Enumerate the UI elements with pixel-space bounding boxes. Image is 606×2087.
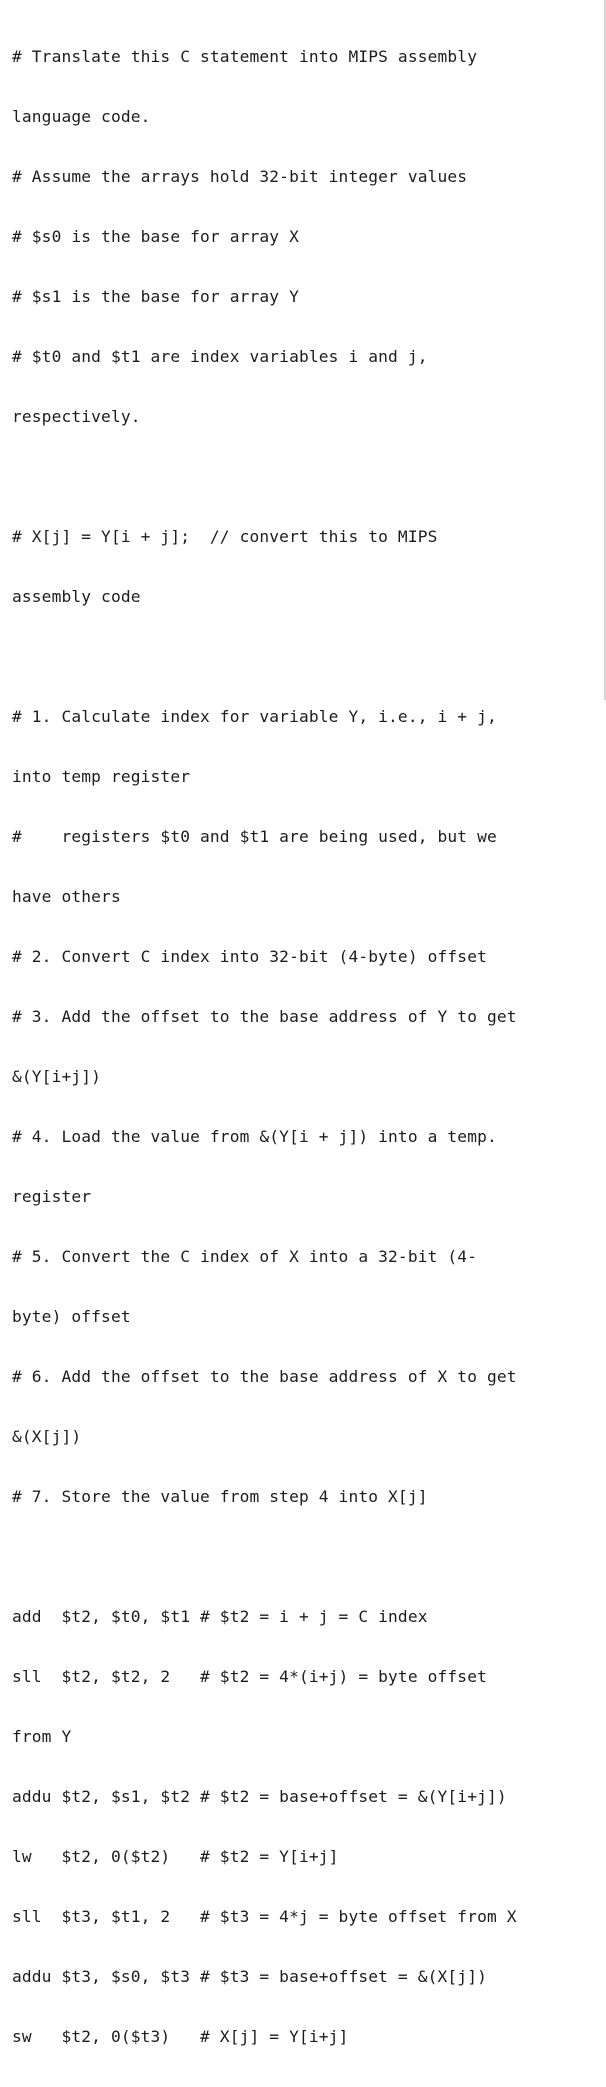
instruction-line: addu $t2, $s1, $t2 # $t2 = base+offset = &(Y[i+j]) — [12, 1787, 507, 1806]
step-line: have others — [12, 887, 121, 906]
comment-line: respectively. — [12, 407, 141, 426]
comment-line: language code. — [12, 107, 151, 126]
step-line: byte) offset — [12, 1307, 131, 1326]
step-line: # registers $t0 and $t1 are being used, but we — [12, 827, 497, 846]
blank-line — [12, 647, 600, 667]
blank-line — [12, 1547, 600, 1567]
instruction-line: addu $t3, $s0, $t3 # $t3 = base+offset = &(X[j]) — [12, 1967, 487, 1986]
instruction-line: sll $t2, $t2, 2 # $t2 = 4*(i+j) = byte offset — [12, 1667, 487, 1686]
step-line: register — [12, 1187, 92, 1206]
comment-line: # $s1 is the base for array Y — [12, 287, 299, 306]
step-line: # 5. Convert the C index of X into a 32-bit (4- — [12, 1247, 478, 1266]
comment-line: # Assume the arrays hold 32-bit integer values — [12, 167, 468, 186]
step-line: # 7. Store the value from step 4 into X[j] — [12, 1487, 428, 1506]
instruction-line: sw $t2, 0($t3) # X[j] = Y[i+j] — [12, 2027, 349, 2046]
instruction-line: add $t2, $t0, $t1 # $t2 = i + j = C index — [12, 1607, 428, 1626]
step-line: # 4. Load the value from &(Y[i + j]) into a temp. — [12, 1127, 497, 1146]
code-block — [12, 7, 600, 2087]
step-line: # 6. Add the offset to the base address of X to get — [12, 1367, 517, 1386]
step-line: &(Y[i+j]) — [12, 1067, 102, 1086]
instruction-line: sll $t3, $t1, 2 # $t3 = 4*j = byte offset from X — [12, 1907, 517, 1926]
step-line: # 2. Convert C index into 32-bit (4-byte) offset — [12, 947, 487, 966]
comment-line: # $t0 and $t1 are index variables i and j, — [12, 347, 428, 366]
instruction-line: from Y — [12, 1727, 72, 1746]
comment-line: # X[j] = Y[i + j]; // convert this to MIPS — [12, 527, 438, 546]
step-line: # 3. Add the offset to the base address of Y to get — [12, 1007, 517, 1026]
comment-line: # Translate this C statement into MIPS assembly — [12, 47, 478, 66]
step-line: into temp register — [12, 767, 191, 786]
comment-line: # $s0 is the base for array X — [12, 227, 299, 246]
comment-line: assembly code — [12, 587, 141, 606]
step-line: # 1. Calculate index for variable Y, i.e., i + j, — [12, 707, 497, 726]
instruction-line: lw $t2, 0($t2) # $t2 = Y[i+j] — [12, 1847, 339, 1866]
blank-line — [12, 467, 600, 487]
step-line: &(X[j]) — [12, 1427, 82, 1446]
